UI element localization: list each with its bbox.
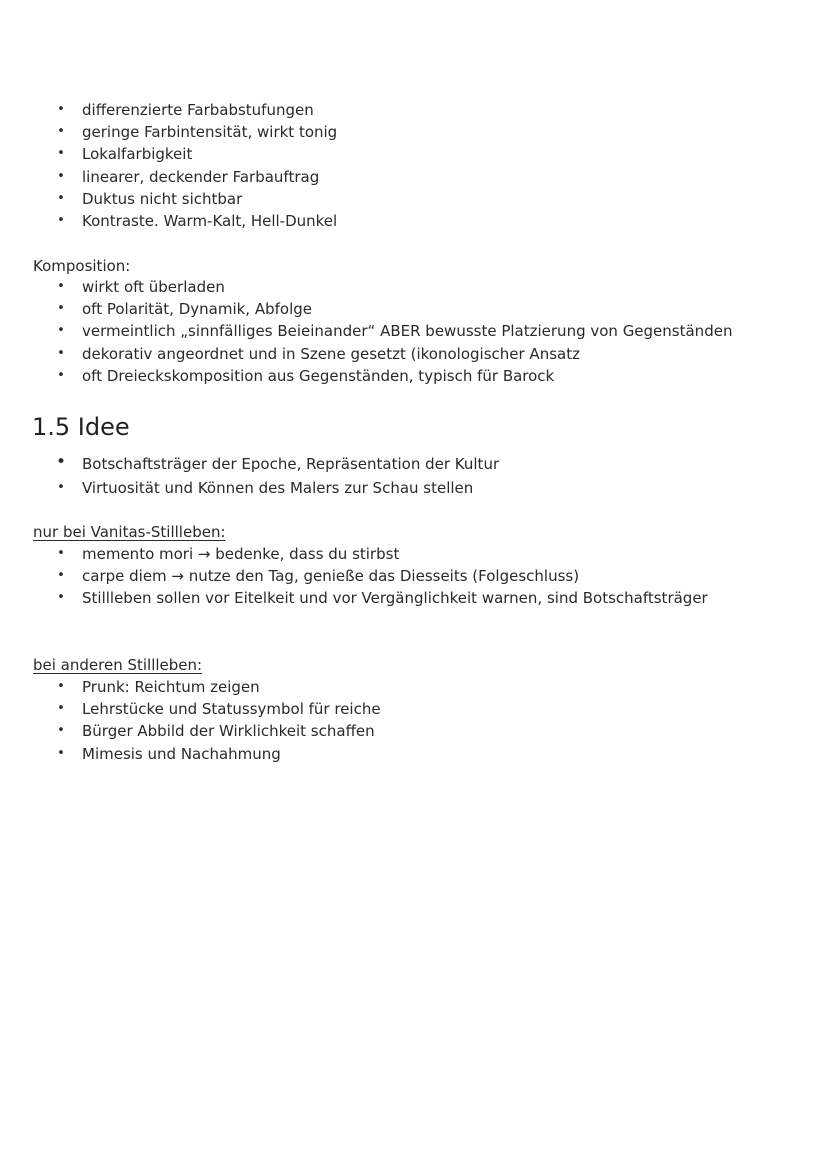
bullet-icon: • [57,701,65,717]
bullet-icon: • [57,546,65,561]
list-item [0,210,800,232]
list-item-text: geringe Farbintensität, wirkt tonig [82,123,338,142]
list-item [0,720,800,742]
bullet-icon: • [57,480,65,495]
list-item-text: Kontraste. Warm-Kalt, Hell-Dunkel [82,211,338,230]
bullet-icon: • [57,102,65,117]
list-item [0,698,800,720]
list-item [0,587,800,609]
vanitas-label: nur bei Vanitas-Stillleben: [33,523,226,541]
list-item [0,121,800,143]
bullet-icon: • [56,452,67,472]
list-item-text: Prunk: Reichtum zeigen [82,678,260,696]
list-item-text: Duktus nicht sichtbar [82,189,243,208]
andere-list [0,676,800,765]
list-item-text: differenzierte Farbabstufungen [82,101,314,119]
list-item [0,143,800,165]
list-item-text: dekorativ angeordnet und in Szene gesetzt (ikonologischer Ansatz [82,344,580,363]
bullet-icon: • [57,723,65,739]
bullet-icon: • [57,124,65,140]
vanitas-list [0,543,800,610]
bullet-icon: • [57,301,65,317]
komposition-label: Komposition: [33,257,131,275]
bullet-icon: • [57,146,65,162]
list-item [0,565,800,587]
bullet-icon: • [57,212,65,228]
list-item-text: Stillleben sollen vor Eitelkeit und vor Vergänglichkeit warnen, sind Botschaftsträger [82,589,708,608]
list-item-text: Bürger Abbild der Wirklichkeit schaffen [82,722,375,741]
list-item [0,365,800,387]
list-item [0,166,800,188]
bullet-icon: • [57,745,65,761]
bullet-icon: • [57,568,65,584]
list-item-text: memento mori → bedenke, dass du stirbst [82,545,400,563]
list-item-text: Lokalfarbigkeit [82,145,193,164]
list-item-text: vermeintlich „sinnfälliges Beieinander“ ABER bewusste Platzierung von Gegenständen [82,322,733,341]
list-item [0,298,800,320]
list-item [0,276,800,298]
list-item-text: oft Dreieckskomposition aus Gegenständen, typisch für Barock [82,366,555,385]
list-item-text: linearer, deckender Farbauftrag [82,167,320,186]
list-item [0,99,800,121]
list-item-text: Mimesis und Nachahmung [82,744,281,763]
list-item-text: oft Polarität, Dynamik, Abfolge [82,300,313,319]
list-item [0,453,800,477]
bullet-icon: • [57,679,65,694]
list-item [0,188,800,210]
list-item [0,743,800,765]
list-item-text: Lehrstücke und Statussymbol für reiche [82,700,381,719]
list-item-text: Virtuosität und Können des Malers zur Schau stellen [82,479,474,497]
bullet-icon: • [57,190,65,206]
bullet-icon: • [57,345,65,361]
bullet-icon: • [57,168,65,184]
list-item-text: carpe diem → nutze den Tag, genieße das Diesseits (Folgeschluss) [82,567,580,586]
bullet-icon: • [57,590,65,606]
section-heading-idee: 1.5 Idee [32,413,130,441]
bullet-icon: • [57,323,65,339]
list-item-text: Botschaftsträger der Epoche, Repräsentation der Kultur [82,455,500,473]
list-item [0,477,800,499]
list-item [0,320,800,342]
list-item [0,676,800,698]
andere-label: bei anderen Stillleben: [33,656,203,674]
idee-list [0,453,800,499]
list-item [0,543,800,565]
bullet-icon: • [57,279,65,294]
list-item-text: wirkt oft überladen [82,278,225,296]
list-item [0,343,800,365]
komposition-list [0,276,800,387]
bullet-icon: • [57,367,65,383]
farbe-list [0,99,800,232]
